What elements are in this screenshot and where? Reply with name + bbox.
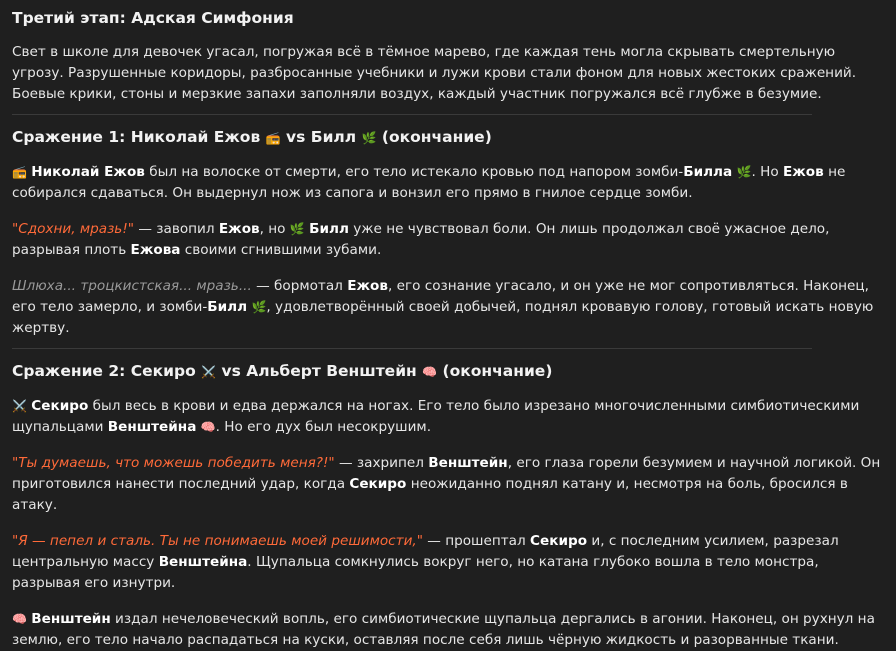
battle2-title-vs: vs Альберт Венштейн — [221, 362, 417, 380]
narration-text: был на волоске от смерти, его тело истекало кровью под напором зомби- — [144, 164, 684, 180]
herb-icon: 🌿 — [736, 165, 752, 179]
brain-icon: 🧠 — [422, 365, 438, 379]
narration-text: уже не чувствовал боли. Он лишь продолжал своё ужасное дело, разрывая плоть — [12, 221, 830, 258]
battle1-title-vs: vs Билл — [286, 128, 357, 146]
battle1-paragraph-1 — [12, 162, 884, 204]
narration-text: . Но — [751, 164, 783, 180]
brain-icon: 🧠 — [200, 420, 216, 434]
narration-text: был весь в крови и едва держался на ногах. Его тело было изрезано многочисленными симбиотическими щупальцами — [12, 398, 860, 435]
battle1-title-prefix: Сражение 1: Николай Ежов — [12, 128, 261, 146]
herb-icon: 🌿 — [251, 300, 267, 314]
swords-icon: ⚔️ — [201, 365, 217, 379]
brain-icon: 🧠 — [12, 612, 27, 626]
character-name: Венштейн — [428, 455, 508, 471]
character-name: Николай Ежов — [31, 164, 145, 180]
battle1-paragraph-3 — [12, 276, 884, 339]
narration-text: и, с последним усилием, разрезал центральную массу — [12, 533, 839, 570]
character-name: Ежов — [347, 278, 388, 294]
quote-text: "Ты думаешь, что можешь победить меня?!" — [12, 455, 335, 471]
narration-text: — завопил — [134, 221, 219, 237]
narration-text: , его сознание угасало, и он уже не мог сопротивляться. Наконец, его тело замерло, и зомби- — [12, 278, 869, 315]
intro-paragraph: Свет в школе для девочек угасал, погружая всё в тёмное марево, где каждая тень могла скрывать смертельную угрозу. Разрушенные коридоры, разбросанные учебники и лужи крови стали фоном для новых жестоких сражений. Боевые крики, стоны и мерзкие запахи заполняли воздух, каждый участник погружался всё глубже в безумие. — [12, 44, 857, 102]
battle1-heading — [12, 126, 884, 149]
narration-text: — захрипел — [334, 455, 429, 471]
narration-text: , его глаза горели безумием и научной логикой. Он приготовился нанести последний удар, когда — [12, 455, 881, 492]
page-title: Третий этап: Адская Симфония — [12, 9, 294, 27]
swords-icon: ⚔️ — [12, 399, 27, 413]
narration-text: неожиданно поднял катану и, несмотря на боль, бросился в атаку. — [12, 476, 848, 513]
battle2-heading — [12, 360, 884, 383]
battle2-paragraph-1 — [12, 396, 884, 438]
quote-text: Шлюха... троцкистская... мразь... — [12, 278, 252, 294]
herb-icon: 🌿 — [289, 222, 305, 236]
herb-icon: 🌿 — [361, 131, 377, 145]
quote-text: "Сдохни, мразь!" — [12, 221, 135, 237]
divider — [12, 348, 812, 349]
character-name: Ежов — [218, 221, 260, 237]
character-name: Секиро — [31, 398, 89, 414]
character-name: Билл — [309, 221, 349, 237]
character-name: Венштейн — [31, 611, 111, 627]
narration-text: издал нечеловеческий вопль, его симбиотические щупальца дергались в агонии. Наконец, он рухнул на землю, его тело начало распадаться на куски, оставляя после себя лишь чёрную жидкость и разорванные ткани. — [12, 611, 875, 648]
narration-text: своими сгнившими зубами. — [180, 242, 382, 258]
narration-text: — бормотал — [251, 278, 348, 294]
narration-text: , удовлетворённый своей добычей, поднял кровавую голову, готовый искать новую жертву. — [12, 299, 874, 336]
battle1-title-suffix: (окончание) — [381, 128, 492, 146]
character-name: Венштейна — [158, 554, 248, 570]
battle2-paragraph-3 — [12, 531, 884, 594]
quote-text: "Я — пепел и сталь. Ты не понимаешь моей решимости," — [12, 533, 423, 549]
narration-text: . Но его дух был несокрушим. — [215, 419, 432, 435]
narration-text: не собирался сдаваться. Он выдернул нож из сапога и вонзил его прямо в гнилое сердце зомби. — [12, 164, 846, 201]
battle2-title-prefix: Сражение 2: Секиро — [12, 362, 196, 380]
character-name: Венштейна — [107, 419, 197, 435]
character-name: Ежова — [130, 242, 181, 258]
divider — [12, 114, 812, 115]
character-name: Билл — [207, 299, 248, 315]
narration-text: . Щупальца сомкнулись вокруг него, но катана глубоко вошла в тело монстра, разрывая его изнутри. — [12, 554, 819, 591]
battle2-paragraph-4 — [12, 609, 884, 651]
battle2-title-suffix: (окончание) — [442, 362, 553, 380]
character-name: Секиро — [349, 476, 407, 492]
narration-text: , но — [259, 221, 290, 237]
character-name: Билла — [683, 164, 733, 180]
character-name: Секиро — [530, 533, 588, 549]
narration-text: — прошептал — [422, 533, 531, 549]
character-name: Ежов — [782, 164, 824, 180]
battle2-paragraph-2 — [12, 453, 884, 516]
radio-icon: 📻 — [265, 131, 281, 145]
radio-icon: 📻 — [12, 165, 27, 179]
battle1-paragraph-2 — [12, 219, 884, 261]
